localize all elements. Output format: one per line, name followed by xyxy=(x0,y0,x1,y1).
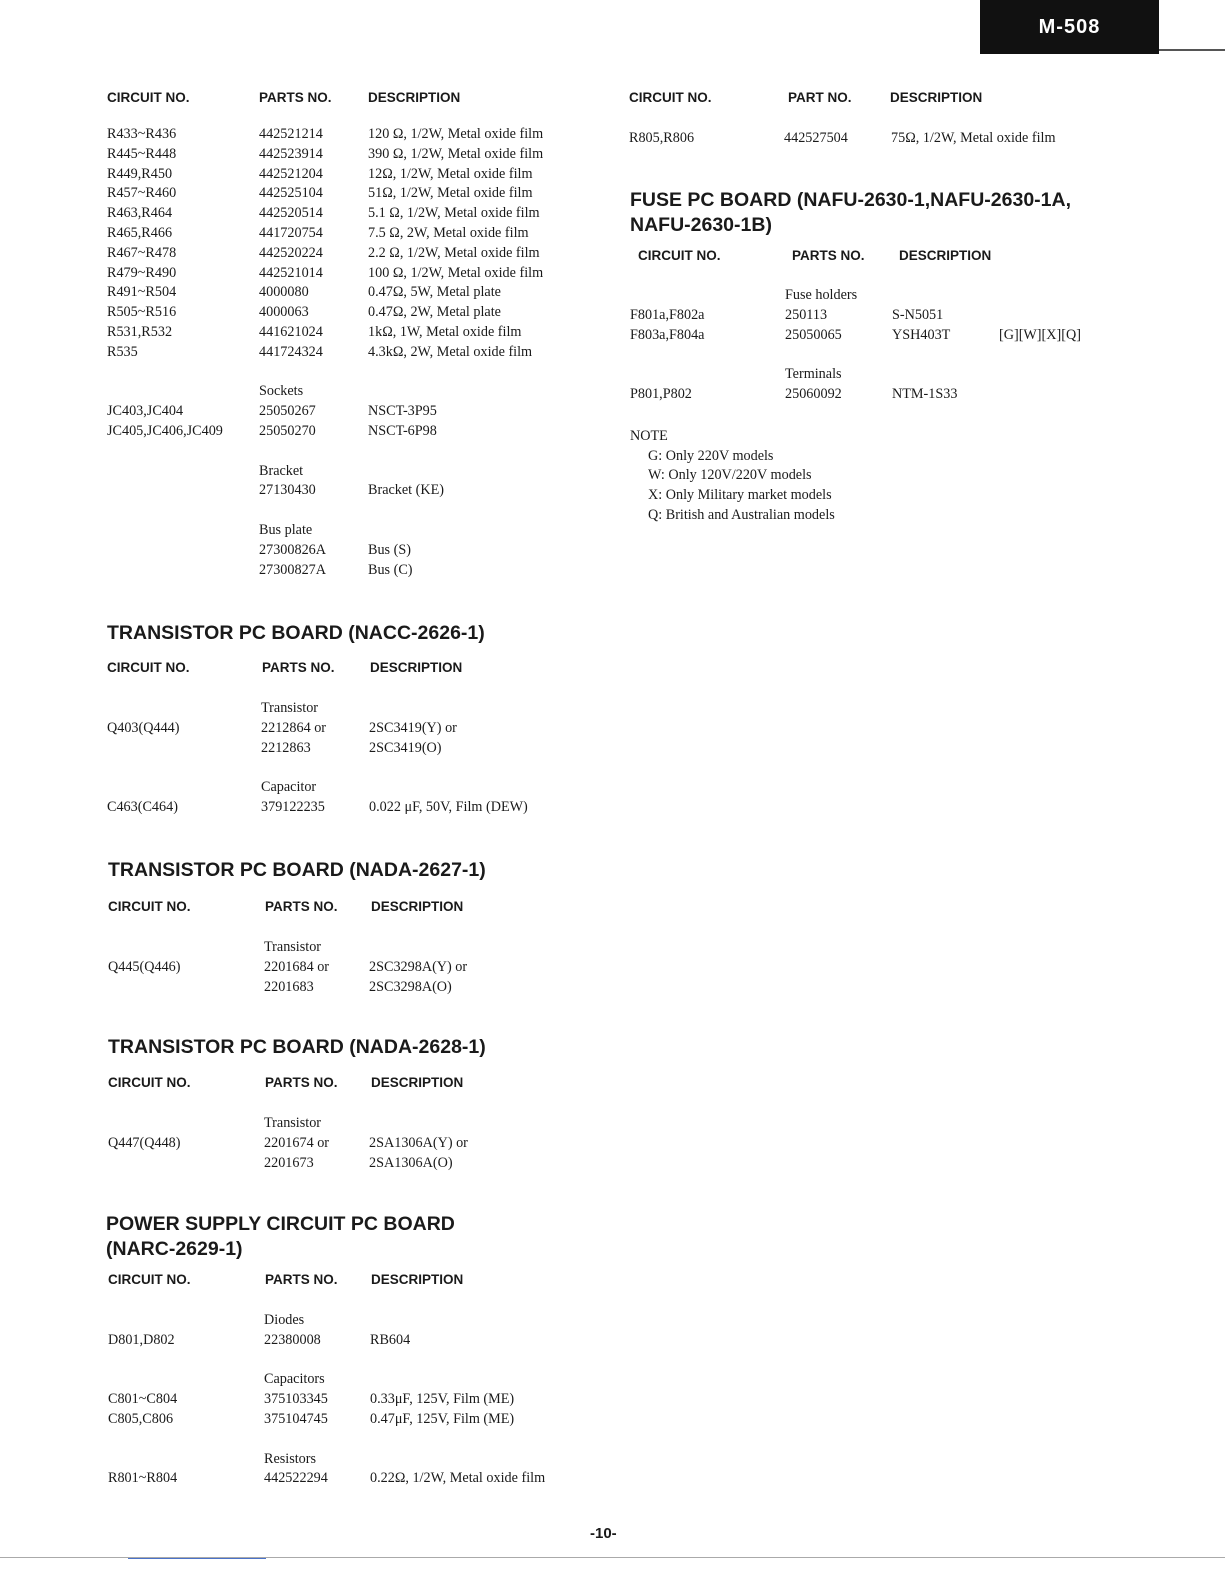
description: 2SC3419(O) xyxy=(369,739,442,756)
circuit-no: R463,R464 xyxy=(107,205,173,222)
table-row xyxy=(107,423,607,443)
table-row xyxy=(108,1135,608,1155)
table-row xyxy=(108,979,608,999)
parts-no: 441724324 xyxy=(259,343,323,360)
description: 7.5 Ω, 2W, Metal oxide film xyxy=(368,224,529,241)
table-body xyxy=(106,1312,626,1490)
table-row xyxy=(107,502,607,522)
parts-no: 2201683 xyxy=(264,978,314,995)
circuit-no: R491~R504 xyxy=(107,284,177,301)
parts-no: 442520224 xyxy=(259,244,323,261)
circuit-no: D801,D802 xyxy=(108,1331,175,1348)
parts-no: 22380008 xyxy=(264,1331,321,1348)
note-item: X: Only Military market models xyxy=(648,487,832,504)
table-row xyxy=(107,700,607,720)
circuit-no: JC403,JC404 xyxy=(107,403,184,420)
option-codes: [G][W][X][Q] xyxy=(999,326,1081,343)
table-row xyxy=(629,130,1189,150)
table-row xyxy=(107,799,607,819)
parts-no: 441720754 xyxy=(259,224,323,241)
description: 0.47Ω, 5W, Metal plate xyxy=(368,284,501,301)
description: Bracket (KE) xyxy=(368,482,445,499)
description: 0.33μF, 125V, Film (ME) xyxy=(370,1391,515,1408)
description: 390 Ω, 1/2W, Metal oxide film xyxy=(368,145,544,162)
parts-no: 442522294 xyxy=(264,1470,328,1487)
table-row xyxy=(107,443,607,463)
table-row xyxy=(107,344,607,364)
description: YSH403T xyxy=(892,326,951,343)
circuit-no: C805,C806 xyxy=(108,1410,174,1427)
description: 1kΩ, 1W, Metal oxide film xyxy=(368,323,522,340)
table-row xyxy=(107,522,607,542)
parts-header: PARTS NO. xyxy=(262,660,335,675)
table-row xyxy=(107,205,607,225)
description: 75Ω, 1/2W, Metal oxide film xyxy=(891,130,1056,146)
part-header: PART NO. xyxy=(788,90,852,105)
parts-no: 4000080 xyxy=(259,284,309,301)
nada2627-board-section xyxy=(108,858,608,998)
table-row xyxy=(106,1470,626,1490)
parts-no: 375103345 xyxy=(264,1391,328,1408)
parts-no: Terminals xyxy=(785,366,842,383)
description: 0.022 μF, 50V, Film (DEW) xyxy=(369,798,528,815)
table-row xyxy=(107,779,607,799)
description: 100 Ω, 1/2W, Metal oxide film xyxy=(368,264,544,281)
circuit-no: R465,R466 xyxy=(107,224,173,241)
description: 2SC3298A(Y) or xyxy=(369,958,468,975)
circuit-header: CIRCUIT NO. xyxy=(108,1272,191,1287)
desc-header: DESCRIPTION xyxy=(370,660,463,675)
table-row xyxy=(107,720,607,740)
parts-header: PARTS NO. xyxy=(265,1272,338,1287)
circuit-no: R457~R460 xyxy=(107,185,177,202)
circuit-no: R433~R436 xyxy=(107,126,177,142)
description: 4.3kΩ, 2W, Metal oxide film xyxy=(368,343,533,360)
parts-no: 2201673 xyxy=(264,1154,314,1171)
table-row xyxy=(107,126,607,146)
description: NTM-1S33 xyxy=(892,385,958,402)
table-row xyxy=(108,939,608,959)
tab-rule xyxy=(1159,49,1225,51)
note-item: W: Only 120V/220V models xyxy=(648,467,812,484)
section-title: POWER SUPPLY CIRCUIT PC BOARD xyxy=(106,1213,455,1235)
circuit-header: CIRCUIT NO. xyxy=(107,90,190,105)
parts-header: PARTS NO. xyxy=(265,899,338,914)
parts-no: 442521014 xyxy=(259,264,323,281)
description: 0.47μF, 125V, Film (ME) xyxy=(370,1410,515,1427)
nada2628-board-section xyxy=(108,1035,608,1174)
desc-header: DESCRIPTION xyxy=(371,899,464,914)
table-row xyxy=(107,482,607,502)
circuit-no: P801,P802 xyxy=(630,385,692,402)
table-body xyxy=(107,700,607,819)
description: 2SA1306A(O) xyxy=(369,1154,453,1171)
description: 120 Ω, 1/2W, Metal oxide film xyxy=(368,126,544,142)
parts-no: Capacitors xyxy=(264,1371,325,1388)
table-row xyxy=(107,383,607,403)
parts-header: PARTS NO. xyxy=(259,90,332,105)
nacc-board-section xyxy=(107,621,607,819)
circuit-no: R479~R490 xyxy=(107,264,177,281)
table-row xyxy=(107,284,607,304)
parts-no: 250113 xyxy=(785,306,828,323)
parts-no: 25050267 xyxy=(259,403,316,420)
table-row xyxy=(107,185,607,205)
right-parts-table xyxy=(629,90,1189,150)
parts-no: Transistor xyxy=(264,939,322,955)
note-item: G: Only 220V models xyxy=(648,447,774,464)
parts-no: 442521204 xyxy=(259,165,323,182)
parts-no: Sockets xyxy=(259,383,304,400)
table-row xyxy=(630,346,1210,366)
table-body xyxy=(108,939,608,998)
circuit-header: CIRCUIT NO. xyxy=(108,1075,191,1090)
circuit-no: R801~R804 xyxy=(108,1470,178,1487)
parts-no: 375104745 xyxy=(264,1410,328,1427)
description: Bus (C) xyxy=(368,561,413,578)
table-row xyxy=(106,1451,626,1471)
table-header xyxy=(108,1272,626,1298)
parts-no: 379122235 xyxy=(261,798,325,815)
parts-no: Transistor xyxy=(264,1115,322,1131)
section-title: TRANSISTOR PC BOARD (NACC-2626-1) xyxy=(107,622,485,644)
desc-header: DESCRIPTION xyxy=(899,248,992,263)
table-row xyxy=(106,1352,626,1372)
desc-header: DESCRIPTION xyxy=(890,90,983,105)
description: 12Ω, 1/2W, Metal oxide film xyxy=(368,165,533,182)
table-row xyxy=(106,1332,626,1352)
circuit-no: R535 xyxy=(107,343,138,360)
parts-no: Resistors xyxy=(264,1450,317,1467)
table-row xyxy=(107,146,607,166)
table-body xyxy=(630,287,1210,406)
circuit-no: F801a,F802a xyxy=(630,306,705,323)
parts-header: PARTS NO. xyxy=(265,1075,338,1090)
table-row xyxy=(630,287,1210,307)
parts-no: 2201684 or xyxy=(264,958,330,975)
parts-no: 4000063 xyxy=(259,304,309,321)
circuit-no: R449,R450 xyxy=(107,165,173,182)
parts-no: 442520514 xyxy=(259,205,323,222)
table-header xyxy=(108,1075,608,1101)
description: 5.1 Ω, 1/2W, Metal oxide film xyxy=(368,205,540,222)
section-title: FUSE PC BOARD (NAFU-2630-1,NAFU-2630-1A, xyxy=(630,189,1071,211)
circuit-no: C463(C464) xyxy=(107,798,178,815)
parts-no: 27300826A xyxy=(259,541,326,558)
parts-no: 25050270 xyxy=(259,422,316,439)
circuit-no: JC405,JC406,JC409 xyxy=(107,422,223,439)
table-row xyxy=(630,386,1210,406)
table-row xyxy=(107,759,607,779)
circuit-header: CIRCUIT NO. xyxy=(108,899,191,914)
circuit-no: R531,R532 xyxy=(107,323,173,340)
description: Bus (S) xyxy=(368,541,411,558)
parts-no: 442521214 xyxy=(259,126,323,142)
table-body xyxy=(108,1115,608,1174)
parts-no: 442525104 xyxy=(259,185,323,202)
table-row xyxy=(107,265,607,285)
parts-no: 441621024 xyxy=(259,323,323,340)
parts-no: Diodes xyxy=(264,1312,305,1328)
table-header xyxy=(629,90,1189,116)
parts-no: 25050065 xyxy=(785,326,842,343)
table-row xyxy=(107,562,607,582)
description: 51Ω, 1/2W, Metal oxide film xyxy=(368,185,533,202)
parts-no: Transistor xyxy=(261,700,319,716)
table-row xyxy=(108,1115,608,1135)
circuit-header: CIRCUIT NO. xyxy=(638,248,721,263)
section-title-cont: (NARC-2629-1) xyxy=(106,1238,243,1260)
parts-no: 2212864 or xyxy=(261,719,327,736)
parts-no: Bracket xyxy=(259,462,304,479)
description: 2.2 Ω, 1/2W, Metal oxide film xyxy=(368,244,540,261)
circuit-no: F803a,F804a xyxy=(630,326,705,343)
circuit-header: CIRCUIT NO. xyxy=(629,90,712,105)
description: 2SA1306A(Y) or xyxy=(369,1134,468,1151)
parts-no: 2201674 or xyxy=(264,1134,330,1151)
table-row xyxy=(106,1411,626,1431)
table-row xyxy=(107,166,607,186)
description: S-N5051 xyxy=(892,306,944,323)
circuit-no: Q403(Q444) xyxy=(107,719,180,736)
table-row xyxy=(106,1371,626,1391)
table-header xyxy=(107,90,607,116)
table-row xyxy=(107,225,607,245)
description: NSCT-3P95 xyxy=(368,403,437,420)
parts-no: 2212863 xyxy=(261,739,311,756)
desc-header: DESCRIPTION xyxy=(368,90,461,105)
section-title: TRANSISTOR PC BOARD (NADA-2627-1) xyxy=(108,859,486,881)
table-row xyxy=(630,327,1210,347)
table-header xyxy=(108,899,608,925)
section-title: TRANSISTOR PC BOARD (NADA-2628-1) xyxy=(108,1036,486,1058)
table-body xyxy=(107,126,607,581)
section-title-cont: NAFU-2630-1B) xyxy=(630,214,772,236)
circuit-no: Q445(Q446) xyxy=(108,958,181,975)
description: 0.47Ω, 2W, Metal plate xyxy=(368,304,501,321)
table-row xyxy=(107,740,607,760)
description: NSCT-6P98 xyxy=(368,422,437,439)
table-row xyxy=(108,1155,608,1175)
parts-no: Fuse holders xyxy=(785,287,858,303)
note-title: NOTE xyxy=(630,427,668,444)
parts-header: PARTS NO. xyxy=(792,248,865,263)
note-item: Q: British and Australian models xyxy=(648,506,835,523)
left-parts-table xyxy=(107,90,607,581)
table-row xyxy=(107,403,607,423)
circuit-header: CIRCUIT NO. xyxy=(107,660,190,675)
parts-no: 442523914 xyxy=(259,145,323,162)
table-row xyxy=(108,959,608,979)
page-number: -10- xyxy=(590,1525,617,1542)
description: RB604 xyxy=(370,1331,411,1348)
table-body xyxy=(629,130,1189,150)
description: 0.22Ω, 1/2W, Metal oxide film xyxy=(370,1470,546,1487)
link-underline xyxy=(128,1558,266,1559)
table-row xyxy=(630,307,1210,327)
model-tab: M-508 xyxy=(980,0,1159,54)
table-row xyxy=(107,463,607,483)
table-row xyxy=(107,304,607,324)
notes-block xyxy=(630,428,1210,527)
parts-no: Capacitor xyxy=(261,779,317,796)
table-header xyxy=(107,660,607,686)
description: 2SC3298A(O) xyxy=(369,978,452,995)
table-row xyxy=(107,245,607,265)
table-row xyxy=(106,1431,626,1451)
parts-no: 25060092 xyxy=(785,385,842,402)
circuit-no: R805,R806 xyxy=(629,130,695,146)
table-row xyxy=(107,324,607,344)
description: 2SC3419(Y) or xyxy=(369,719,457,736)
desc-header: DESCRIPTION xyxy=(371,1272,464,1287)
table-row xyxy=(630,366,1210,386)
parts-no: Bus plate xyxy=(259,521,313,538)
parts-no: 27130430 xyxy=(259,482,316,499)
power-board-section xyxy=(106,1212,626,1490)
table-row xyxy=(107,542,607,562)
table-row xyxy=(107,364,607,384)
circuit-no: R505~R516 xyxy=(107,304,177,321)
fuse-board-section xyxy=(630,188,1210,527)
circuit-no: R467~R478 xyxy=(107,244,177,261)
table-row xyxy=(106,1391,626,1411)
circuit-no: C801~C804 xyxy=(108,1391,178,1408)
circuit-no: R445~R448 xyxy=(107,145,177,162)
table-header xyxy=(638,248,1210,274)
desc-header: DESCRIPTION xyxy=(371,1075,464,1090)
table-row xyxy=(106,1312,626,1332)
parts-no: 27300827A xyxy=(259,561,326,578)
parts-no: 442527504 xyxy=(784,130,848,146)
circuit-no: Q447(Q448) xyxy=(108,1134,181,1151)
